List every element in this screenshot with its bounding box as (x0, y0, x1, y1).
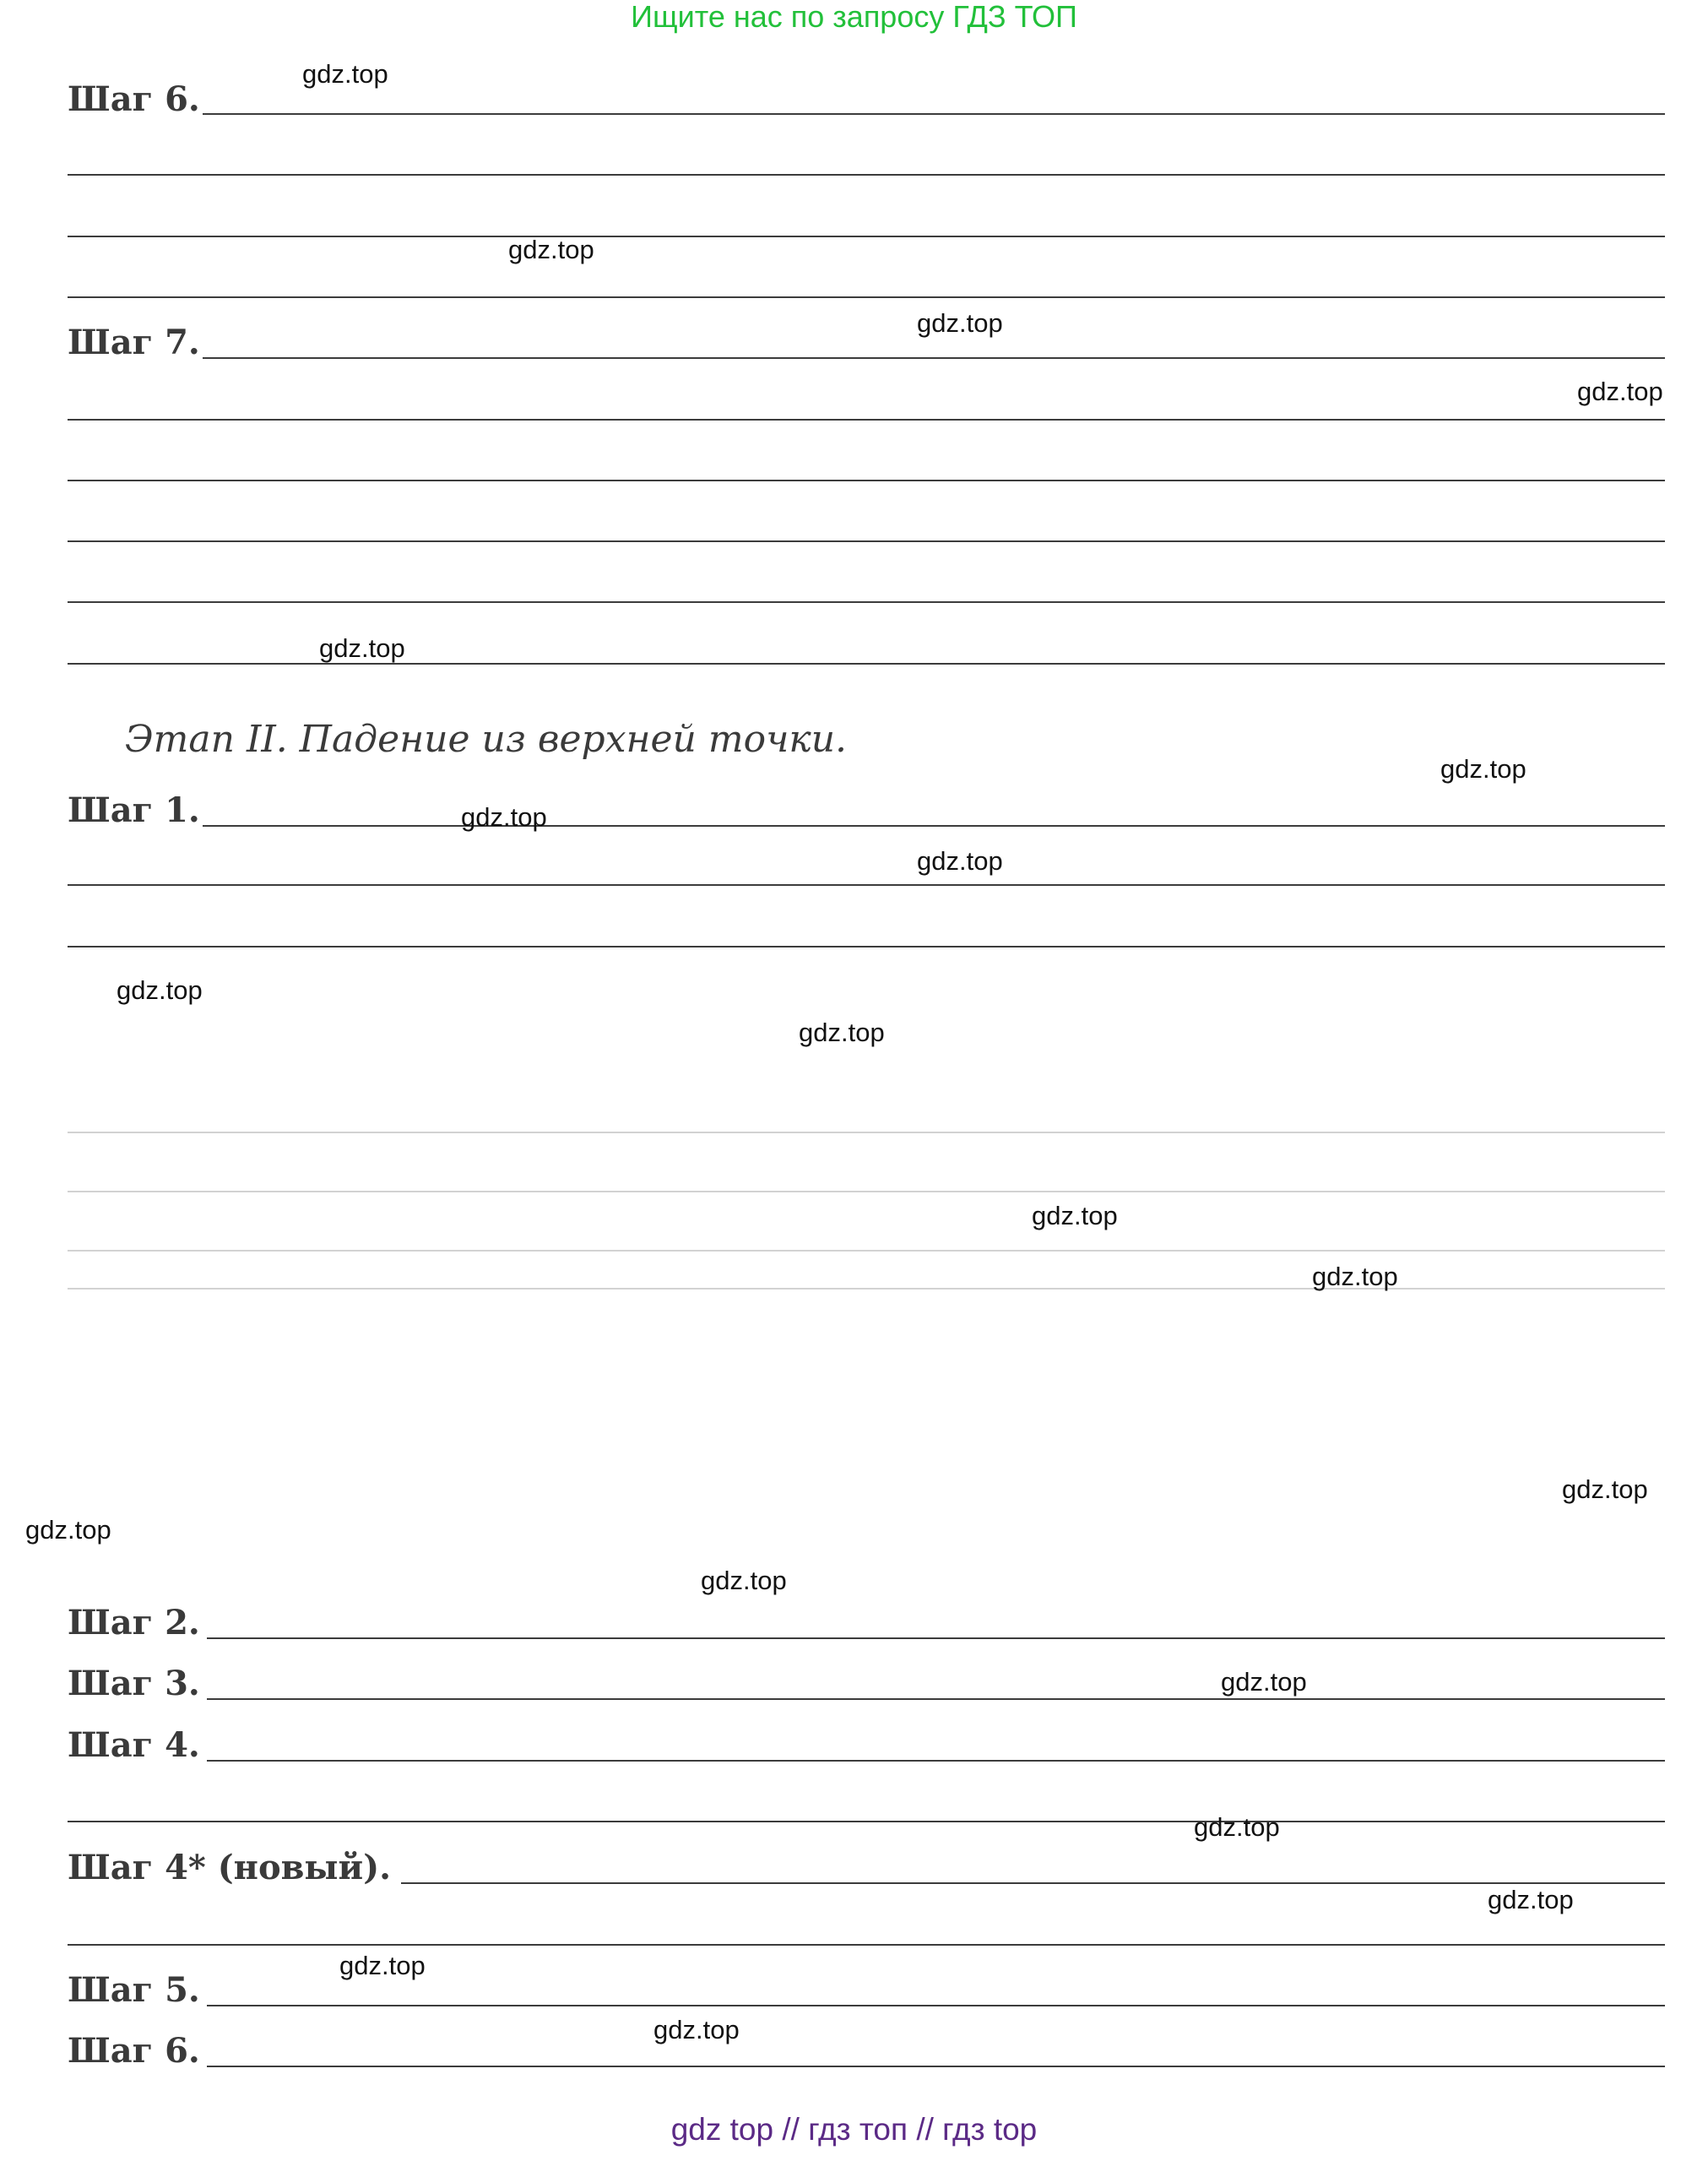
answer-line (68, 174, 1665, 176)
bottom-banner-part-3[interactable]: гдз top (942, 2112, 1038, 2147)
answer-line (68, 663, 1665, 665)
answer-line (68, 884, 1665, 886)
step-4-new-label: Шаг 4* (новый). (68, 1848, 392, 1887)
step-2-label: Шаг 2. (68, 1603, 200, 1642)
bottom-banner-part-1[interactable]: gdz top (670, 2112, 774, 2147)
bottom-banner-separator: // (916, 2112, 934, 2147)
answer-line (68, 601, 1665, 603)
answer-line (401, 1882, 1665, 1884)
answer-line (207, 2005, 1665, 2006)
watermark: gdz.top (117, 975, 203, 1005)
answer-line (203, 357, 1665, 359)
step-6-label: Шаг 6. (68, 79, 200, 119)
answer-line (68, 946, 1665, 947)
watermark: gdz.top (701, 1566, 787, 1595)
answer-line (68, 480, 1665, 481)
watermark: gdz.top (1221, 1667, 1307, 1697)
bleed-through-line (68, 1191, 1665, 1192)
step-6b-label: Шаг 6. (68, 2031, 200, 2071)
answer-line (207, 1698, 1665, 1700)
watermark: gdz.top (319, 633, 405, 663)
watermark: gdz.top (25, 1515, 111, 1545)
watermark: gdz.top (1488, 1885, 1574, 1914)
watermark: gdz.top (508, 235, 594, 264)
top-banner: Ищите нас по запросу ГДЗ ТОП (631, 0, 1077, 34)
answer-line (203, 113, 1665, 115)
watermark: gdz.top (653, 2015, 740, 2044)
watermark: gdz.top (1562, 1474, 1648, 1504)
watermark: gdz.top (1194, 1812, 1280, 1842)
stage-title: Этап II. Падение из верхней точки. (125, 718, 848, 761)
bottom-banner-part-2[interactable]: гдз топ (808, 2112, 908, 2147)
watermark: gdz.top (339, 1951, 426, 1980)
bottom-banner-separator: // (782, 2112, 800, 2147)
answer-line (207, 1637, 1665, 1639)
watermark: gdz.top (799, 1018, 885, 1047)
answer-line (68, 1944, 1665, 1946)
step-1-label: Шаг 1. (68, 790, 200, 830)
answer-line (207, 2066, 1665, 2067)
step-3-label: Шаг 3. (68, 1664, 200, 1703)
step-7-label: Шаг 7. (68, 323, 200, 362)
bleed-through-line (68, 1288, 1665, 1290)
bottom-banner (0, 2111, 1708, 2148)
watermark: gdz.top (917, 846, 1003, 876)
answer-line (68, 540, 1665, 542)
bleed-through-line (68, 1132, 1665, 1133)
watermark: gdz.top (1032, 1201, 1118, 1230)
watermark: gdz.top (917, 308, 1003, 338)
answer-line (68, 1821, 1665, 1822)
answer-line (207, 1760, 1665, 1762)
step-4-label: Шаг 4. (68, 1725, 200, 1765)
watermark: gdz.top (461, 802, 547, 832)
bleed-through-line (68, 1250, 1665, 1252)
watermark: gdz.top (1440, 754, 1526, 784)
answer-line (68, 419, 1665, 421)
answer-line (203, 825, 1665, 827)
step-5-label: Шаг 5. (68, 1970, 200, 2010)
watermark: gdz.top (1312, 1262, 1398, 1291)
answer-line (68, 236, 1665, 237)
answer-line (68, 296, 1665, 298)
watermark: gdz.top (302, 59, 388, 89)
watermark: gdz.top (1577, 377, 1663, 406)
